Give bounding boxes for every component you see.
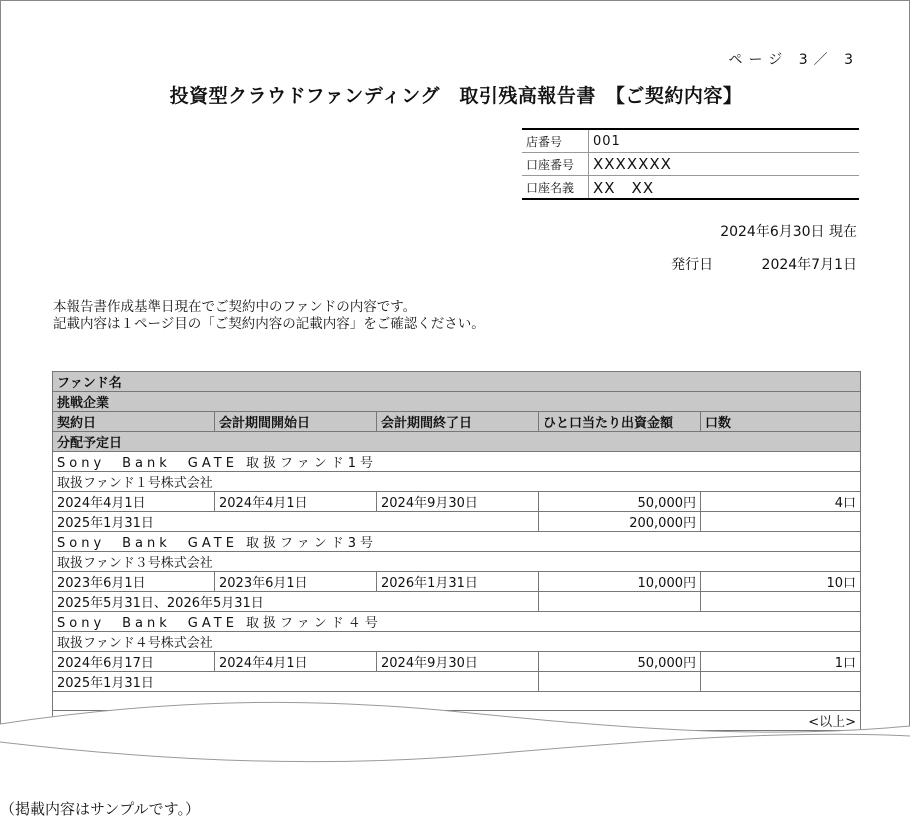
- distribution-date: 2025年1月31日: [53, 672, 539, 692]
- company-name: 取扱ファンド４号株式会社: [53, 632, 861, 652]
- header-row-distribution: [53, 432, 861, 452]
- page-total: 3: [844, 52, 859, 68]
- distribution-row: [53, 592, 861, 612]
- sample-note: （掲載内容はサンプルです。）: [0, 800, 200, 818]
- header-company: 挑戦企業: [53, 392, 861, 412]
- issue-date-line: [671, 254, 857, 274]
- fund-name: Sony Bank GATE 取扱ファンド3号: [53, 532, 861, 552]
- distribution-row: [53, 672, 861, 692]
- account-name-row: [522, 176, 859, 200]
- page-current: 3: [798, 52, 814, 68]
- intro-text: [53, 299, 485, 333]
- intro-line-1: 本報告書作成基準日現在でご契約中のファンドの内容です。: [53, 299, 417, 315]
- header-contract-date: 契約日: [53, 412, 215, 432]
- contract-detail-row: [53, 652, 861, 672]
- distribution-row: [53, 512, 861, 532]
- header-unit-amount: ひと口当たり出資金額: [539, 412, 701, 432]
- account-name-label: 口座名義: [522, 176, 589, 200]
- units: 1口: [701, 652, 861, 672]
- fund-name-row: [53, 612, 861, 632]
- page-separator: ／: [813, 52, 834, 68]
- company-row: [53, 472, 861, 492]
- page-label: ページ: [728, 52, 789, 68]
- torn-edge-decoration: [0, 690, 910, 780]
- distribution-amount: [539, 672, 701, 692]
- company-name: 取扱ファンド３号株式会社: [53, 552, 861, 572]
- header-fund-name: ファンド名: [53, 372, 861, 392]
- fund-name: Sony Bank GATE 取扱ファンド４号: [53, 612, 861, 632]
- branch-value: 001: [589, 129, 860, 153]
- contract-detail-row: [53, 572, 861, 592]
- distribution-date: 2025年1月31日: [53, 512, 539, 532]
- page-number: [729, 49, 859, 69]
- period-start: 2024年4月1日: [215, 652, 377, 672]
- distribution-amount: 200,000円: [539, 512, 701, 532]
- company-row: [53, 632, 861, 652]
- end-mark: <以上>: [53, 711, 861, 731]
- header-period-start: 会計期間開始日: [215, 412, 377, 432]
- fund-name-row: [53, 532, 861, 552]
- header-units: 口数: [701, 412, 861, 432]
- branch-label: 店番号: [522, 129, 589, 153]
- unit-amount: 50,000円: [539, 492, 701, 512]
- issue-date-label: 発行日: [671, 257, 714, 273]
- period-end: 2026年1月31日: [377, 572, 539, 592]
- account-number-row: [522, 153, 859, 176]
- account-number-value: XXXXXXX: [589, 153, 860, 176]
- unit-amount: 10,000円: [539, 572, 701, 592]
- header-row-fund: [53, 372, 861, 392]
- distribution-blank: [701, 512, 861, 532]
- header-distribution: 分配予定日: [53, 432, 861, 452]
- units: 10口: [701, 572, 861, 592]
- distribution-date: 2025年5月31日、2026年5月31日: [53, 592, 539, 612]
- period-end: 2024年9月30日: [377, 652, 539, 672]
- period-start: 2023年6月1日: [215, 572, 377, 592]
- company-name: 取扱ファンド１号株式会社: [53, 472, 861, 492]
- branch-row: [522, 129, 859, 153]
- account-number-label: 口座番号: [522, 153, 589, 176]
- unit-amount: 50,000円: [539, 652, 701, 672]
- header-row-columns: [53, 412, 861, 432]
- issue-date-value: 2024年7月1日: [761, 257, 857, 273]
- contract-date: 2024年6月17日: [53, 652, 215, 672]
- contract-date: 2024年4月1日: [53, 492, 215, 512]
- contract-date: 2023年6月1日: [53, 572, 215, 592]
- distribution-blank: [701, 592, 861, 612]
- distribution-amount: [539, 592, 701, 612]
- fund-name: Sony Bank GATE 取扱ファンド1号: [53, 452, 861, 472]
- account-info-table: [522, 128, 859, 200]
- intro-line-2: 記載内容は１ページ目の「ご契約内容の記載内容」をご確認ください。: [53, 316, 485, 332]
- period-end: 2024年9月30日: [377, 492, 539, 512]
- fund-name-row: [53, 452, 861, 472]
- contract-detail-row: [53, 492, 861, 512]
- as-of-date: 2024年6月30日 現在: [720, 224, 857, 240]
- company-row: [53, 552, 861, 572]
- units: 4口: [701, 492, 861, 512]
- header-row-company: [53, 392, 861, 412]
- header-period-end: 会計期間終了日: [377, 412, 539, 432]
- account-name-value: XX XX: [589, 176, 860, 200]
- report-title: 投資型クラウドファンディング 取引残高報告書 【ご契約内容】: [169, 85, 743, 107]
- period-start: 2024年4月1日: [215, 492, 377, 512]
- distribution-blank: [701, 672, 861, 692]
